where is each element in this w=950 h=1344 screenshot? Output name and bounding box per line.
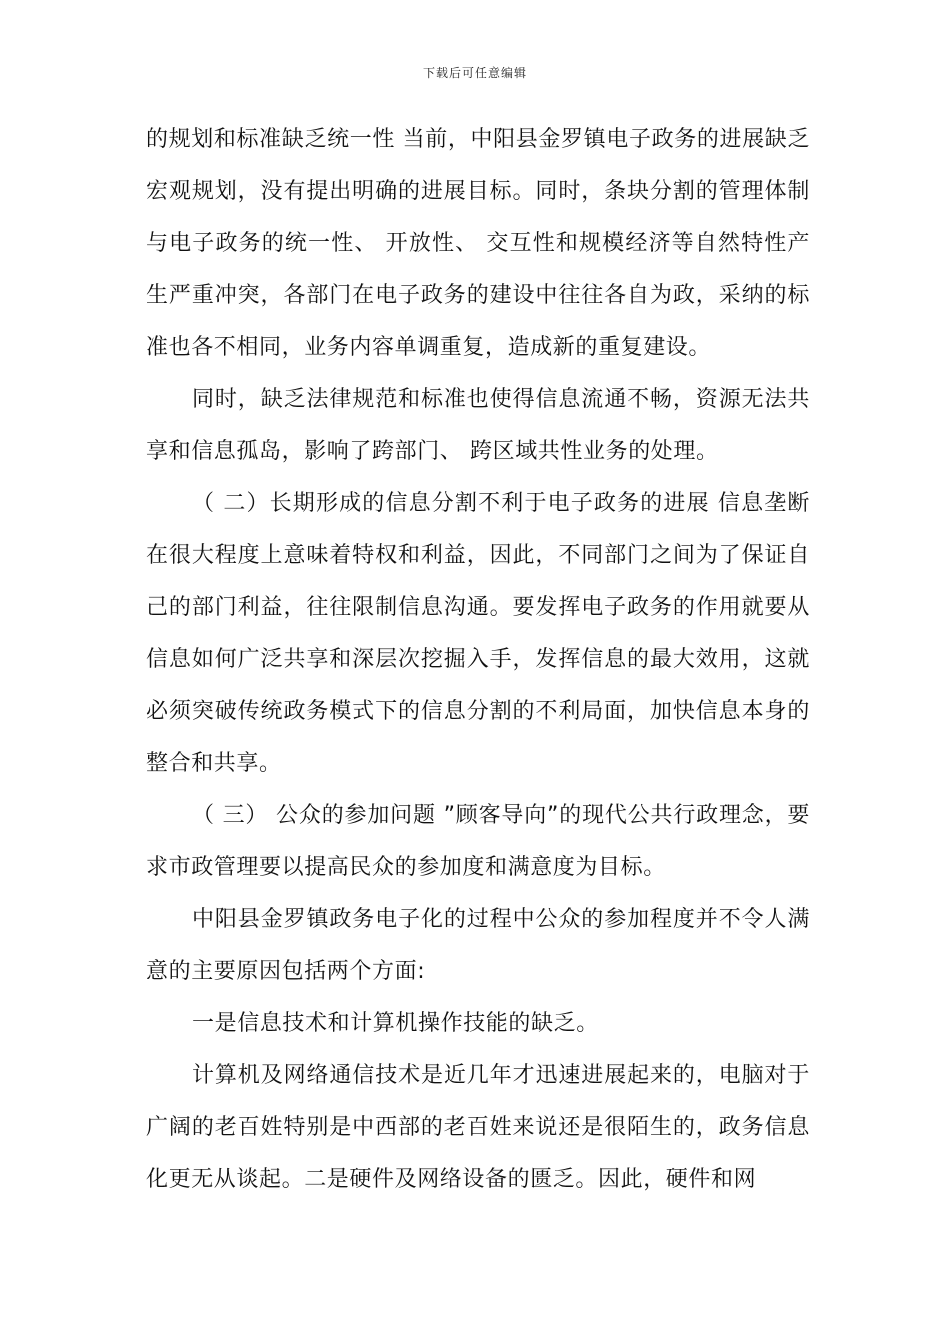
paragraph-planning-standards: 的规划和标准缺乏统一性 当前，中阳县金罗镇电子政务的进展缺乏宏观规划，没有提出明确的进展目标。同时，条块分割的管理体制与电子政务的统一性、 开放性、 交互性和规模经济等自然特性产生严重冲突，各部门在电子政务的建设中往往各自为政，采纳的标准也各不相同，业务内容单调重复，造成新的重复建设。 bbox=[146, 127, 810, 360]
document-body bbox=[146, 114, 810, 1206]
page-header-note: 下载后可任意编辑 bbox=[422, 66, 527, 80]
paragraph-legal-norms: 同时，缺乏法律规范和标准也使得信息流通不畅，资源无法共享和信息孤岛，影响了跨部门、 跨区域共性业务的处理。 bbox=[146, 387, 810, 464]
paragraph-reason-one: 一是信息技术和计算机操作技能的缺乏。 bbox=[192, 1011, 599, 1036]
paragraph-participation-reasons: 中阳县金罗镇政务电子化的过程中公众的参加程度并不令人满意的主要原因包括两个方面: bbox=[146, 907, 810, 984]
paragraph-computer-network: 计算机及网络通信技术是近几年才迅速进展起来的，电脑对于广阔的老百姓特别是中西部的老百姓来说还是很陌生的，政务信息化更无从谈起。二是硬件及网络设备的匮乏。因此，硬件和网 bbox=[146, 1063, 810, 1192]
paragraph-public-participation: （ 三） 公众的参加问题 ”顾客导向”的现代公共行政理念，要求市政管理要以提高民众的参加度和满意度为目标。 bbox=[146, 803, 810, 880]
paragraph-information-division: （ 二）长期形成的信息分割不利于电子政务的进展 信息垄断在很大程度上意味着特权和利益，因此，不同部门之间为了保证自己的部门利益，往往限制信息沟通。要发挥电子政务的作用就要从信息如何广泛共享和深层次挖掘入手，发挥信息的最大效用，这就必须突破传统政务模式下的信息分割的不利局面，加快信息本身的整合和共享。 bbox=[146, 491, 810, 776]
